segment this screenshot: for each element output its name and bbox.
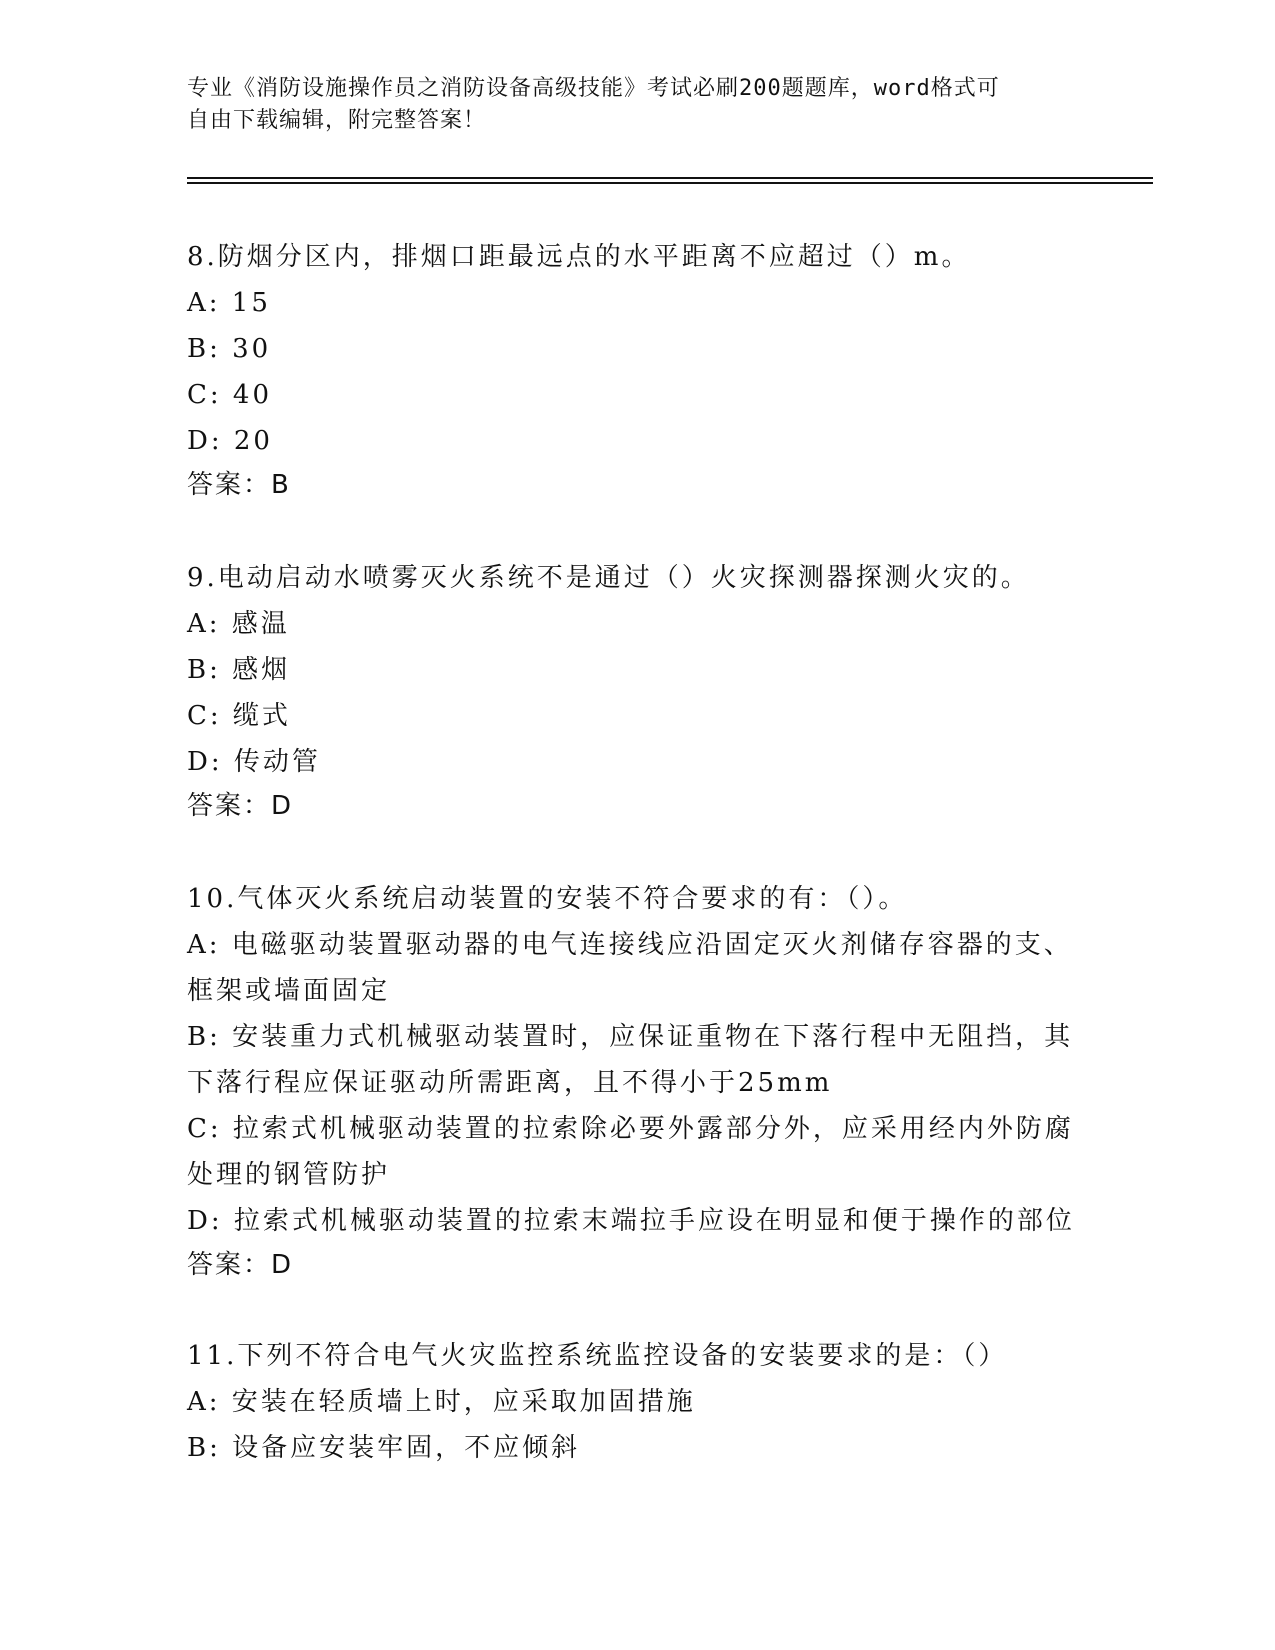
option-c: C: 缆式 [187,701,291,731]
question-stem: 9.电动启动水喷雾灭火系统不是通过（）火灾探测器探测火灾的。 [187,563,1030,593]
option-b: B: 30 [187,334,272,364]
answer: 答案：D [187,791,294,821]
header-divider [187,182,1153,184]
option-b: B: 安装重力式机械驱动装置时，应保证重物在下落行程中无阻挡，其下落行程应保证驱动所需距离，且不得小于25mm [187,1022,1074,1098]
option-c: C: 拉索式机械驱动装置的拉索除必要外露部分外，应采用经内外防腐处理的钢管防护 [187,1114,1074,1190]
header-line: 专业《消防设施操作员之消防设备高级技能》考试必刷200题题库，word格式可 [187,76,1000,101]
question-10 [187,876,1087,1286]
option-d: D: 20 [187,426,273,456]
option-d: D: 拉索式机械驱动装置的拉索末端拉手应设在明显和便于操作的部位 [187,1206,1075,1236]
option-d: D: 传动管 [187,747,321,777]
question-8 [187,234,1087,506]
header-line: 自由下载编辑，附完整答案！ [187,108,487,133]
question-11 [187,1333,1087,1471]
question-stem: 8.防烟分区内，排烟口距最远点的水平距离不应超过（）m。 [187,242,971,272]
option-c: C: 40 [187,380,273,410]
question-stem: 11.下列不符合电气火灾监控系统监控设备的安装要求的是：（） [187,1341,1008,1371]
answer: 答案：B [187,470,291,500]
option-a: A: 电磁驱动装置驱动器的电气连接线应沿固定灭火剂储存容器的支、框架或墙面固定 [187,930,1073,1006]
question-9 [187,555,1087,827]
header-divider [187,177,1153,179]
question-stem: 10.气体灭火系统启动装置的安装不符合要求的有：（）。 [187,884,908,914]
option-a: A: 安装在轻质墙上时，应采取加固措施 [187,1387,696,1417]
option-b: B: 设备应安装牢固，不应倾斜 [187,1433,581,1463]
option-b: B: 感烟 [187,655,291,685]
document-header [187,73,1067,137]
answer: 答案：D [187,1250,294,1280]
option-a: A: 感温 [187,609,290,639]
option-a: A: 15 [187,288,271,318]
